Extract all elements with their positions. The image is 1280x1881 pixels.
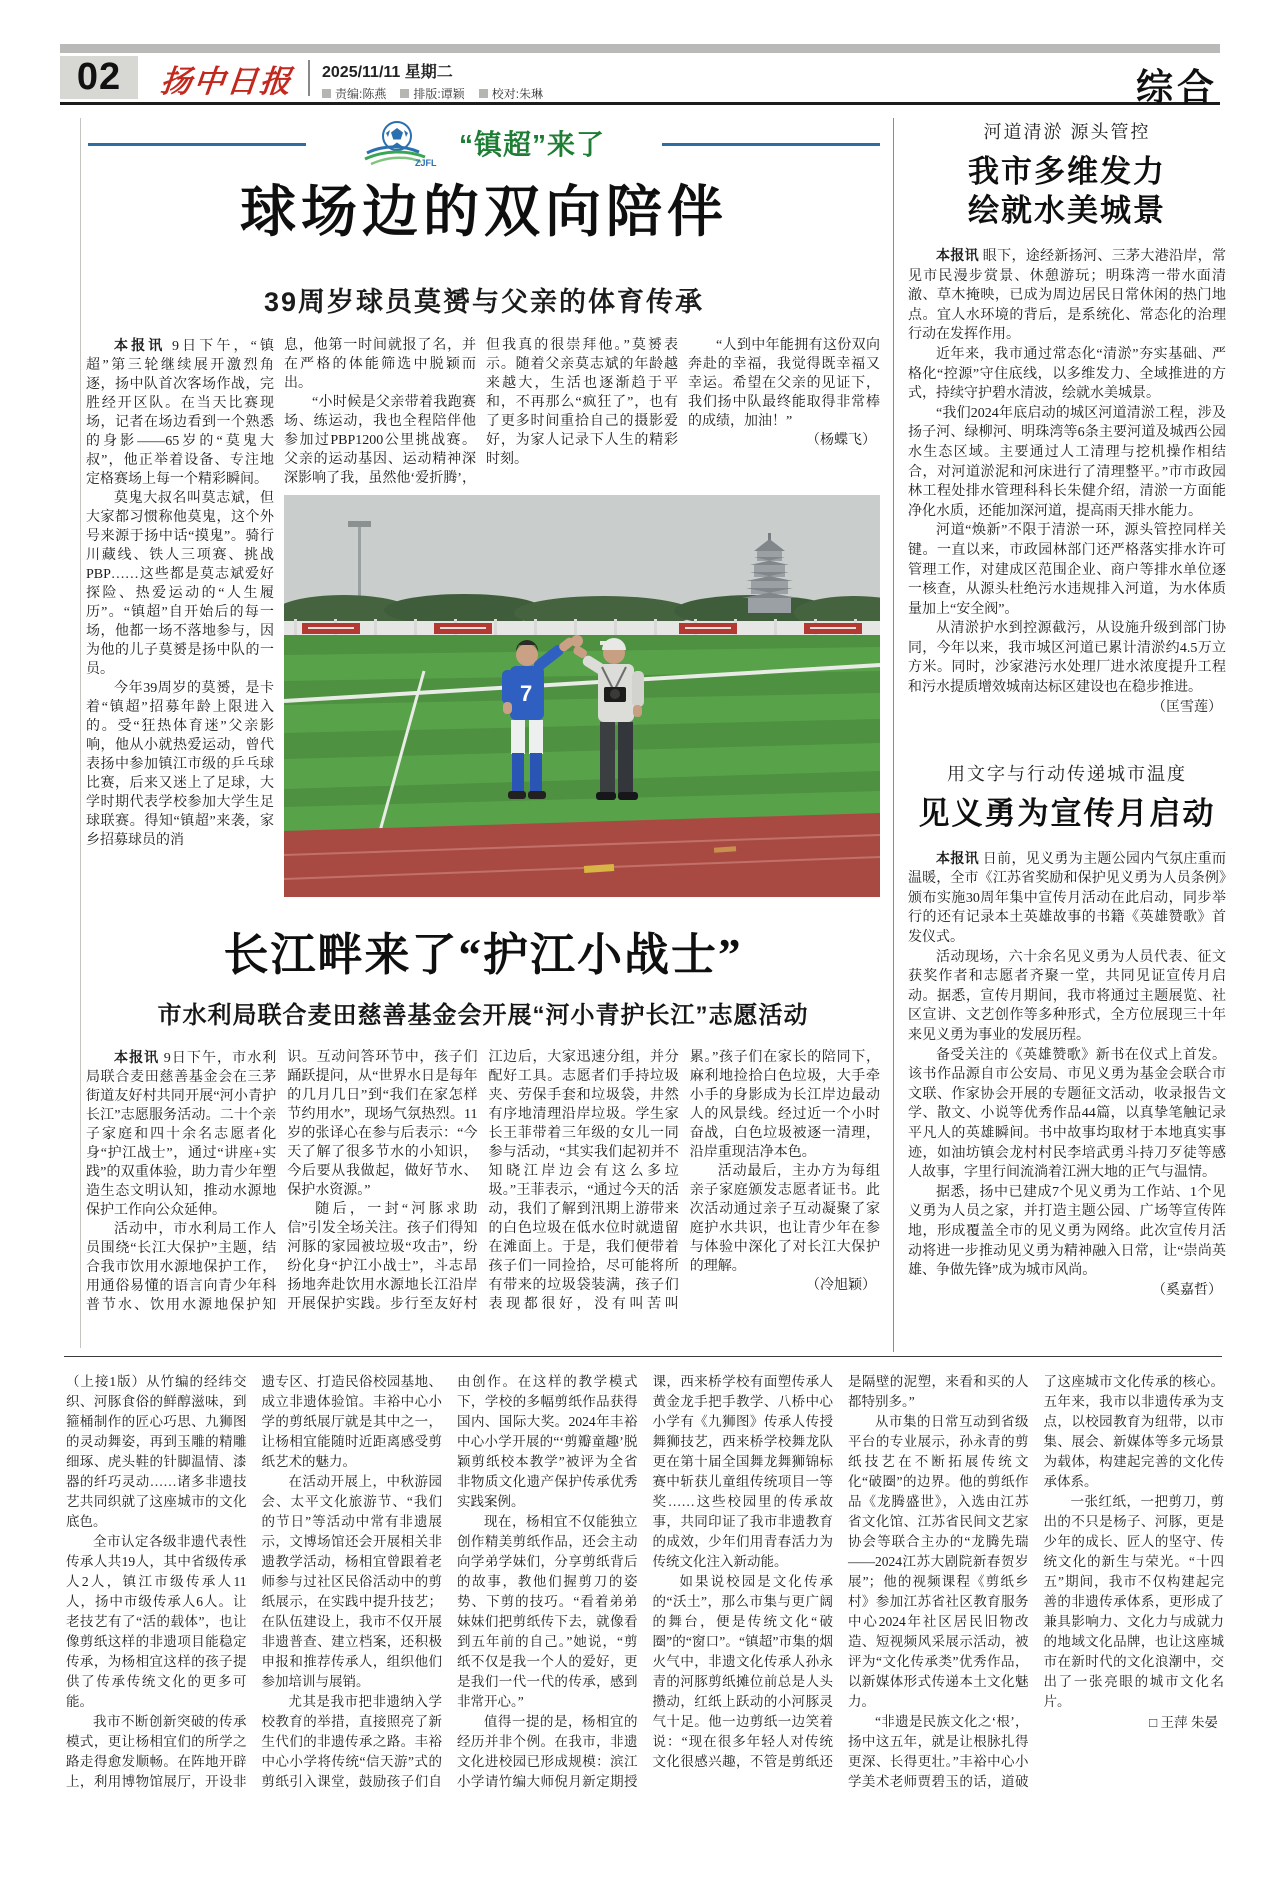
- header-divider: [308, 60, 310, 96]
- masthead-logo: 扬中日报: [158, 63, 295, 99]
- article2-text: 本报讯 9日下午，市水利局联合麦田慈善基金会在三茅街道友好村共同开展“河小青护长江”志愿服务活动。二十个亲子家庭和四十余名志愿者化身“护江战士”，通过“讲座+实践”的双重体验，助力青少年塑造生态文明认知，推动水源地保护工作向公众延伸。 活动中，市水利局工作人员围绕“长江大保护”主题，结合我市饮用水源地保护工作，用通俗易懂的语言向青少年科普节水、饮用水源地保护知识。互动问答环节中，孩子们踊跃提问，从“世界水日是每年的几月几日”到“我们在家怎样节约用水”，现场气氛热烈。11岁的张译心在参与后表示：“今天了解了很多节水的小知识，今后要从我做起，做好节水、保护水资源。” 随后，一封“河豚求助信”引发全场关注。孩子们得知河豚的家园被垃圾“攻击”，纷纷化身“护江小战士”，斗志昂扬地奔赴饮用水源地长江沿岸开展保护实践。步行至友好村江边后，大家迅速分组，并分配好工具。志愿者们手持垃圾夹、劳保手套和垃圾袋，井然有序地清理沿岸垃圾。学生家长王菲带着三年级的女儿一同参与活动，“其实我们起初并不知晓江岸边会有这么多垃圾。”王菲表示，“通过今天的活动，我们了解到汛期上游带来的白色垃圾在低水位时就遗留在滩面上。于是，我们便带着孩子们一同捡拾，尽可能将所有带来的垃圾袋装满，孩子们表现都很好，没有叫苦叫累。”孩子们在家长的陪同下，麻利地捡拾白色垃圾，大手牵小手的身影成为长江岸边最动人的风景线。经过近一个小时奋战，白色垃圾被逐一清理，沿岸重现洁净本色。 活动最后，主办方为每组亲子家庭颁发志愿者证书。此次活动通过亲子互动凝聚了家庭护水共识，也让青少年在参与体验中深化了对长江大保护的理解。: [86, 1049, 880, 1313]
- page-number: 02: [76, 56, 122, 98]
- left-column-rule: [80, 118, 81, 1348]
- article1-columns-2-4: [284, 336, 880, 488]
- article1-photo: [284, 495, 880, 897]
- zhenchao-badge-row: [88, 118, 880, 168]
- date-block: [322, 59, 543, 102]
- right1-kicker: 河道清淤 源头管控: [983, 122, 1151, 142]
- article1-byline: （杨蝶飞）: [806, 433, 876, 448]
- svg-text:ZJFL: ZJFL: [414, 158, 437, 167]
- badge-line-right: [662, 143, 880, 146]
- editor-item: 校对:朱琳: [479, 85, 543, 102]
- section-title: 综合: [1136, 67, 1218, 108]
- article1-column-1: 本报讯 9日下午，“镇超”第三轮继续展开激烈角逐，扬中队首次客场作战，完胜经开区队。在当天比赛现场，记者在场边看到一个熟悉的身影——65岁的“莫鬼大叔”，他正举着设备、专注地定格赛场上每一个精彩瞬间。 莫鬼大叔名叫莫志斌，但大家都习惯称他莫鬼，这个外号来源于扬中话“摸鬼”。骑行川藏线、铁人三项赛、挑战PBP……这些都是莫志斌爱好探险、热爱运动的“人生履历”。“镇超”自开始后的每一场，他都一场不落地参与，因为他的儿子莫赟是扬中队的一员。 今年39周岁的莫赟，是卡着“镇超”招募年龄上限进入的。受“狂热体育迷”父亲影响，他从小就热爱运动，曾代表扬中参加镇江市级的乒乓球比赛，后来又迷上了足球，大学时期代表学校参加大学生足球联赛。得知“镇超”来袭，家乡招募球员的消: [86, 337, 275, 848]
- article1-subtitle: 39周岁球员莫赟与父亲的体育传承: [263, 287, 705, 317]
- article1-continued-text: 息，他第一时间就报了名，并在严格的体能筛选中脱颖而出。 “小时候是父亲带着我跑赛场、练运动，我也全程陪伴他参加过PBP1200公里挑战赛。父亲的运动基因、运动精神深深影响了我，虽然他‘爱折腾’，但我真的很崇拜他。”莫赟表示。随着父亲莫志斌的年龄越来越大，生活也逐渐趋于平和，不再那么“疯狂了”，也有了更多时间重拾自己的摄影爱好，为家人记录下人生的精彩时刻。 “人到中年能拥有这份双向奔赴的幸福，我觉得既幸福又幸运。希望在父亲的见证下，我们扬中队最终能取得非常棒的成绩，加油！”: [284, 338, 880, 486]
- right-column: [908, 118, 1226, 1301]
- right1-body: [908, 246, 1226, 718]
- bottom-text: （上接1版）从竹编的经纬交织、河豚食俗的鲜醇滋味，到箍桶制作的匠心巧思、九狮图的灵动舞姿，再到玉雕的精雕细琢、虎头鞋的针脚温情、漆器的纤巧灵动……诸多非遗技艺共同织就了这座城市的文化底色。 全市认定各级非遗代表性传承人共19人，其中省级传承人2人，镇江市级传承人11人，扬中市级传承人6人。让老技艺有了“活的载体”，也让像剪纸这样的非遗项目能稳定传承，为杨相宜这样的孩子提供了传承传统文化的更多可能。 我市不断创新突破的传承模式，更让杨相宜们的所学之路走得愈发顺畅。在阵地开辟上，利用博物馆展厅，开设非遗专区、打造民俗校园基地、成立非遗体验馆。丰裕中心小学的剪纸展厅就是其中之一，让杨相宜能随时近距离感受剪纸艺术的魅力。 在活动开展上，中秋游园会、太平文化旅游节、“我们的节日”等活动中常有非遗展示，文博场馆还会开展相关非遗教学活动，杨相宜曾跟着老师参与过社区民俗活动中的剪纸展示，在实践中提升技艺；在队伍建设上，我市不仅开展非遗普查、建立档案，还积极申报和推荐传承人，组织他们参加培训与展销。 尤其是我市把非遗纳入学校教育的举措，直接照亮了新生代们的非遗传承之路。丰裕中心小学将传统“信天游”式的剪纸引入课堂，鼓励孩子们自由创作。在这样的教学模式下，学校的多幅剪纸作品获得国内、国际大奖。2024年丰裕中心小学开展的“‘剪瓣童趣’脱颖剪纸校本教学”被评为全省非物质文化遗产保护传承优秀实践案例。 现在，杨相宜不仅能独立创作精美剪纸作品，还会主动向学弟学妹们，分享剪纸背后的故事，教他们握剪刀的姿势、下剪的技巧。“看着弟弟妹妹们把剪纸传下去，就像看到五年前的自己。”她说，“剪纸不仅是我一个人的爱好，更是我们一代一代的传承，感到非常开心。” 值得一提的是，杨相宜的经历并非个例。在我市，非遗文化进校园已形成规模：滨江小学请竹编大师倪月新定期授课，西来桥学校有面塑传承人黄金龙手把手教学、八桥中心小学有《九狮图》传承人传授舞狮技艺，西来桥学校舞龙队更在第十届全国舞龙舞狮锦标赛中斩获儿童组传统项目一等奖……这些校园里的传承故事，共同印证了我市非遗教育的成效，少年们用青春活力为传统文化注入新动能。 如果说校园是文化传承的“沃土”，那么市集与更广阔的舞台，便是传统文化“破圈”的“窗口”。“镇超”市集的烟火气中，非遗文化传承人孙永青的河豚剪纸摊位前总是人头攒动，红纸上跃动的小河豚灵气十足。他一边剪纸一边笑着说：“现在很多年轻人对传统文化很感兴趣，不管是剪纸还是隔壁的泥塑，来看和买的人都特别多。” 从市集的日常互动到省级平台的专业展示，孙永青的剪纸技艺在不断拓展传统文化“破圈”的边界。他的剪纸作品《龙腾盛世》，入选由江苏省文化馆、江苏省民间文艺家协会等联合主办的“龙腾先瑞——2024江苏大剧院新春贺岁展”；他的视频课程《剪纸乡村》参加江苏省社区教育服务中心2024年社区居民旧物改造、短视频风采展示活动，被评为“文化传承类”优秀作品，以新媒体形式传递本土文化魅力。 “非遗是民族文化之‘根’，扬中这五年，就是让根脉扎得更深、长得更壮。”丰裕中心小学美术老师贾碧玉的话，道破了这座城市文化传承的核心。五年来，我市以非遗传承为支点，以校园教育为纽带，以市集、展会、新媒体等多元场景为载体，构建起完善的文化传承体系。 一张红纸，一把剪刀，剪出的不只是杨子、河豚，更是少年的成长、匠人的坚守、传统文化的新生与荣光。“十四五”期间，我市不仅构建起完善的非遗传承体系，更形成了兼具影响力、文化力与成就力的地域文化品牌，也让这座城市在新时代的文化浪潮中，交出了一张亮眼的城市文化名片。: [66, 1374, 1224, 1789]
- article2-headline: 长江畔来了“护江小战士”: [223, 930, 743, 980]
- svg-text:7: 7: [520, 681, 533, 706]
- zjfl-soccer-logo-icon: [363, 119, 451, 167]
- page-number-box: [60, 56, 138, 99]
- right1-headline: [908, 152, 1226, 230]
- zhenchao-badge: [316, 118, 652, 168]
- bottom-byline: □ 王萍 朱晏: [1149, 1715, 1218, 1730]
- bottom-section-rule: [64, 1356, 1222, 1357]
- article2-subtitle: 市水利局联合麦田慈善基金会开展“河小青护长江”志愿活动: [157, 1002, 809, 1029]
- right1-byline: （匡雪莲）: [1152, 699, 1222, 715]
- right1-headline-line1: 我市多维发力: [968, 154, 1166, 189]
- bottom-continued-story: [66, 1372, 1224, 1870]
- right-article-2: [908, 760, 1226, 1301]
- issue-date: 2025/11/11 星期二: [322, 64, 453, 81]
- zhenchao-badge-label: “镇超”来了: [458, 129, 605, 160]
- right2-body: [908, 849, 1226, 1301]
- page-header: [60, 56, 1220, 108]
- main-right-divider: [893, 118, 894, 1352]
- right1-text: 本报讯 眼下，途经新扬河、三茅大港沿岸，常见市民漫步赏景、休憩游玩；明珠湾一带水面清澈、草木掩映，已成为周边居民日常休闲的热门地点。宜人水环境的背后，是系统化、常态化的治理行动在发挥作用。 近年来，我市通过常态化“清淤”夯实基础、严格化“控源”守住底线，以多维发力、全域推进的方式，持续守护碧水清波，绘就水美城景。 “我们2024年底启动的城区河道清淤工程，涉及扬子河、绿柳河、明珠湾等6条主要河道及城西公园水生态区域。主要通过人工清理与挖机操作相结合，对河道淤泥和河床进行了清理整平。”市市政园林工程处排水管理科科长朱健介绍，清淤一方面能净化水质，还能加深河道，提高雨天排水能力。 河道“焕新”不限于清淤一环，源头管控同样关键。一直以来，市政园林部门还严格落实排水许可管理工作，对建成区范围企业、商户等排水单位逐一核查，从源头杜绝污水违规排入河道，为水体质量加上“安全阀”。 从清淤护水到控源截污，从设施升级到部门协同，今年以来，我市城区河道已累计清淤约4.5万立方米。同时，沙家港污水处理厂进水浓度提升工程和污水提质增效城南达标区建设也在稳步推进。: [908, 247, 1227, 696]
- article1-headline: 球场边的双向陪伴: [240, 182, 728, 244]
- editors-line: [322, 85, 543, 102]
- editor-item: 责编:陈燕: [322, 85, 386, 102]
- right-article-1: [908, 118, 1226, 718]
- high-five-hands: [571, 635, 583, 647]
- right2-byline: （奚嘉哲）: [1152, 1282, 1222, 1298]
- article2-byline: （冷旭颖）: [806, 1278, 876, 1293]
- right1-headline-line2: 绘就水美城景: [968, 193, 1166, 228]
- article1-body: [86, 336, 880, 897]
- top-gray-strip: [60, 44, 1220, 53]
- editor-item: 排版:谭颖: [400, 85, 464, 102]
- right2-text: 本报讯 日前，见义勇为主题公园内气氛庄重而温暖，全市《江苏省奖励和保护见义勇为人员条例》颁布实施30周年集中宣传月活动在此启动，同步举行的还有记录本土英雄故事的书籍《英雄赞歌》首发仪式。 活动现场，六十余名见义勇为人员代表、征文获奖作者和志愿者齐聚一堂，共同见证宣传月启动。据悉，宣传月期间，我市将通过主题展览、社区宣讲、文艺创作等多种形式，全方位展现三十年来见义勇为事业的发展历程。 备受关注的《英雄赞歌》新书在仪式上首发。该书作品源自市公安局、市见义勇为基金会联合市文联、作家协会开展的专题征文活动，收录报告文学、散文、小说等优秀作品44篇，以真挚笔触记录平凡人的英雄瞬间。书中故事均取材于本地真实事迹，如油坊镇会龙村村民李培武勇斗持刀歹徒等感人故事，字里行间流淌着江洲大地的正气与温情。 据悉，扬中已建成7个见义勇为工作站、1个见义勇为人员之家，并打造主题公园、广场等宣传阵地，形成覆盖全市的见义勇为网络。此次宣传月活动将进一步推动见义勇为精神融入日常，让“崇尚英雄、争做先锋”成为城市风尚。: [908, 849, 1227, 1279]
- right2-kicker: 用文字与行动传递城市温度: [947, 763, 1187, 784]
- article1-right-block: [284, 336, 880, 897]
- right2-headline: 见义勇为宣传月启动: [918, 795, 1216, 831]
- article2: [86, 918, 880, 1315]
- article2-body: [86, 1048, 880, 1315]
- badge-line-left: [88, 143, 306, 146]
- soccer-field-photo-illustration: [284, 495, 880, 897]
